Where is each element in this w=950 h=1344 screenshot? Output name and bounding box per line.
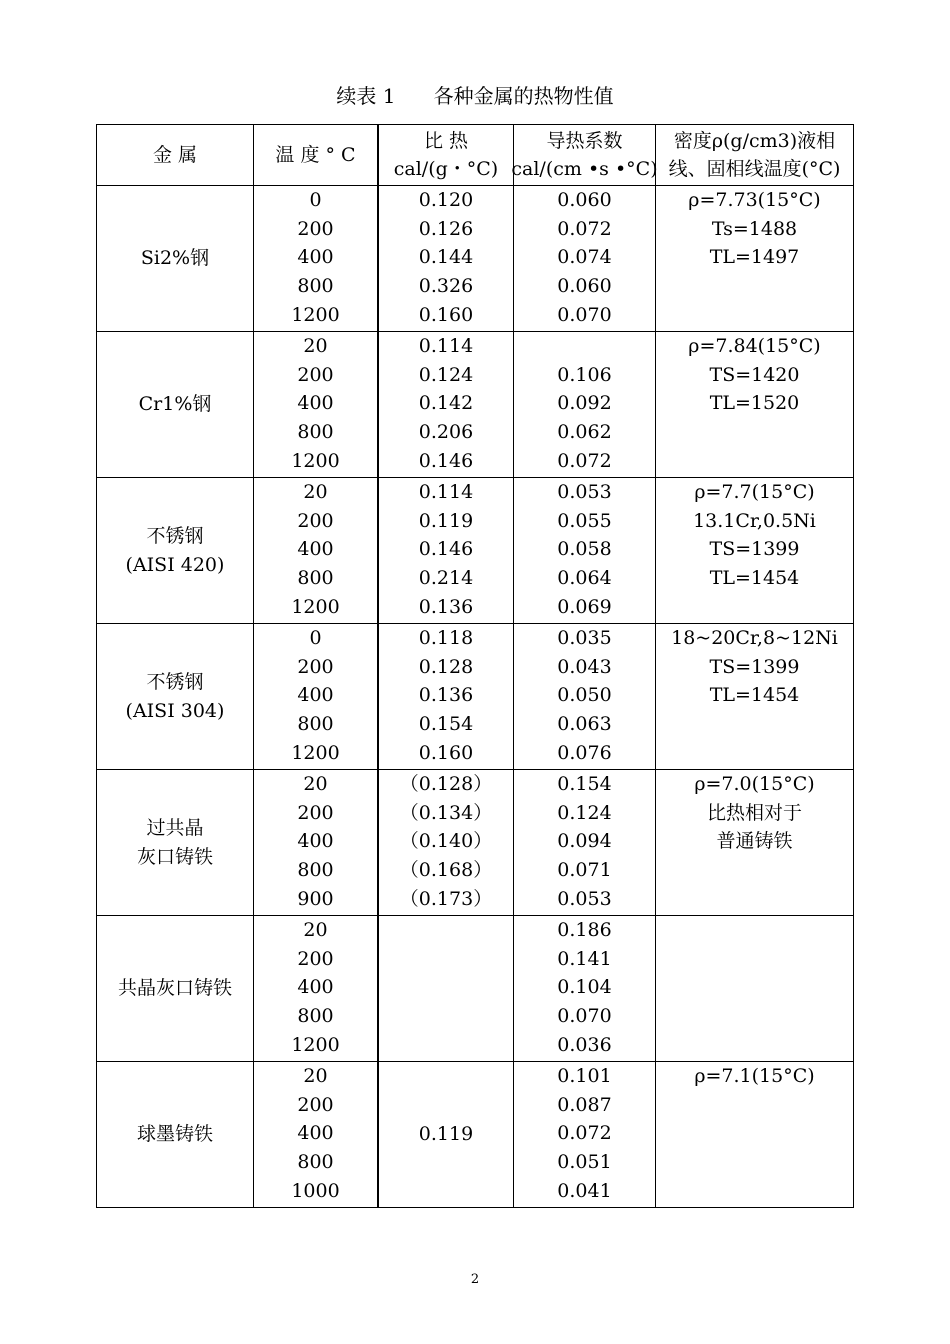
conductivity-value: 0.060 (557, 189, 612, 211)
temperature-cell (253, 186, 378, 331)
specific-heat-value: 0.114 (418, 481, 474, 503)
temperature-value: 400 (297, 830, 334, 853)
table-title: 续表 1 各种金属的热物性值 (336, 84, 614, 108)
temperature-value: 400 (297, 976, 334, 999)
density-notes-cell (655, 770, 853, 915)
conductivity-value: 0.076 (557, 741, 612, 764)
specific-heat-value: 0.160 (418, 303, 474, 326)
header-density-line1: 密度ρ(g/cm3)液相 (673, 130, 836, 152)
specific-heat-value: 0.154 (418, 713, 474, 736)
temperature-value: 20 (303, 919, 328, 941)
specific-heat-value: 0.119 (418, 1123, 474, 1146)
conductivity-value: 0.101 (557, 1065, 612, 1087)
specific-heat-value: 0.146 (418, 449, 474, 472)
conductivity-cell (513, 624, 655, 769)
header-temp-label: 温 度 ° C (275, 144, 356, 166)
header-density (655, 125, 853, 185)
density-note: TL=1454 (709, 567, 800, 590)
header-metal-label: 金 属 (152, 144, 198, 166)
conductivity-value: 0.072 (557, 217, 612, 240)
conductivity-value: 0.074 (557, 246, 612, 269)
specific-heat-value: 0.120 (418, 189, 474, 211)
metal-name: 不锈钢 (146, 670, 204, 693)
conductivity-value: 0.092 (557, 392, 612, 415)
temperature-value: 200 (297, 655, 334, 678)
temperature-value: 800 (297, 713, 334, 736)
metal-name-cell (97, 916, 253, 1061)
table-row (97, 331, 853, 477)
temperature-cell (253, 624, 378, 769)
temperature-value: 400 (297, 246, 334, 269)
density-note: TS=1399 (709, 538, 800, 561)
specific-heat-cell (378, 770, 513, 915)
conductivity-value: 0.060 (557, 275, 612, 298)
specific-heat-value: 0.142 (418, 392, 474, 415)
temperature-value: 200 (297, 801, 334, 824)
header-specific-heat-line2: cal/(g・°C) (393, 158, 499, 180)
specific-heat-value: 0.214 (418, 567, 474, 590)
conductivity-value: 0.062 (557, 421, 612, 444)
density-note: 18~20Cr,8~12Ni (671, 627, 838, 649)
temperature-value: 1200 (291, 449, 340, 472)
conductivity-cell (513, 478, 655, 623)
density-notes-cell (655, 332, 853, 477)
header-conductivity-line2: cal/(cm •s •°C) (511, 158, 658, 180)
metal-name: 共晶灰口铸铁 (117, 977, 232, 1000)
specific-heat-value: 0.136 (418, 684, 474, 707)
metal-name-cell (97, 332, 253, 477)
conductivity-value: 0.064 (557, 567, 612, 590)
specific-heat-value: 0.160 (418, 741, 474, 764)
temperature-value: 800 (297, 275, 334, 298)
density-note: TS=1420 (709, 363, 800, 386)
specific-heat-value: 0.136 (418, 595, 474, 618)
temperature-value: 800 (297, 859, 334, 882)
temperature-value: 200 (297, 1093, 334, 1116)
temperature-value: 200 (297, 363, 334, 386)
density-note: TL=1497 (709, 246, 800, 269)
conductivity-value: 0.036 (557, 1033, 612, 1056)
page-number: 2 (470, 1272, 480, 1287)
header-conductivity (511, 125, 658, 185)
metal-name: Cr1%钢 (138, 393, 212, 416)
conductivity-value: 0.053 (557, 887, 612, 910)
header-conductivity-line1: 导热系数 (546, 130, 623, 152)
metal-name-cell (97, 624, 253, 769)
specific-heat-cell (378, 332, 513, 477)
specific-heat-value: 0.206 (418, 421, 474, 444)
metal-name: 不锈钢 (146, 524, 204, 547)
conductivity-cell (513, 186, 655, 331)
conductivity-value: 0.072 (557, 1122, 612, 1145)
table-row (97, 186, 853, 331)
metal-name: (AISI 304) (125, 699, 225, 722)
conductivity-cell (513, 332, 655, 477)
specific-heat-value: 0.118 (418, 627, 474, 649)
density-note: 比热相对于 (706, 801, 802, 824)
temperature-value: 1200 (291, 741, 340, 764)
conductivity-value: 0.106 (557, 363, 612, 386)
density-notes-cell (655, 478, 853, 623)
temperature-value: 800 (297, 421, 334, 444)
table-row (97, 915, 853, 1061)
specific-heat-cell (378, 624, 513, 769)
density-notes-cell (655, 1062, 853, 1207)
temperature-value: 800 (297, 1151, 334, 1174)
specific-heat-value: 0.326 (418, 275, 474, 298)
specific-heat-cell (378, 186, 513, 331)
specific-heat-value: 0.146 (418, 538, 474, 561)
specific-heat-value: 0.124 (418, 363, 474, 386)
temperature-cell (253, 478, 378, 623)
temperature-cell (253, 332, 378, 477)
specific-heat-value: 0.144 (418, 246, 474, 269)
temperature-value: 1000 (291, 1179, 340, 1202)
metal-name-cell (97, 186, 253, 331)
table-row (97, 477, 853, 623)
density-note: TL=1454 (709, 684, 800, 707)
metal-name: 球墨铸铁 (136, 1123, 213, 1146)
thermal-properties-table (96, 124, 854, 1208)
temperature-value: 20 (303, 1065, 328, 1087)
table-body (97, 186, 853, 1207)
specific-heat-value: （0.134） (399, 801, 493, 824)
temperature-value: 900 (297, 887, 334, 910)
conductivity-value: 0.104 (557, 976, 612, 999)
specific-heat-cell (378, 916, 513, 1061)
specific-heat-value: （0.128） (399, 773, 493, 795)
conductivity-value: 0.043 (557, 655, 612, 678)
table-row (97, 1061, 853, 1207)
density-note: ρ=7.7(15°C) (694, 481, 815, 503)
specific-heat-cell (378, 478, 513, 623)
metal-name: (AISI 420) (125, 553, 225, 576)
temperature-value: 20 (303, 481, 328, 503)
density-note: ρ=7.0(15°C) (694, 773, 815, 795)
temperature-value: 400 (297, 392, 334, 415)
temperature-value: 0 (309, 189, 322, 211)
density-note: Ts=1488 (711, 217, 798, 240)
conductivity-value: 0.051 (557, 1151, 612, 1174)
temperature-value: 1200 (291, 595, 340, 618)
temperature-value: 400 (297, 684, 334, 707)
density-notes-cell (655, 624, 853, 769)
conductivity-value: 0.087 (557, 1093, 612, 1116)
conductivity-value: 0.071 (557, 859, 612, 882)
specific-heat-value: 0.114 (418, 335, 474, 357)
density-notes-cell (655, 186, 853, 331)
density-note: 13.1Cr,0.5Ni (693, 509, 816, 532)
table-header-row (97, 125, 853, 186)
metal-name: 过共晶 (146, 816, 204, 839)
conductivity-cell (513, 916, 655, 1061)
density-notes-cell (655, 916, 853, 1061)
temperature-value: 800 (297, 1005, 334, 1028)
conductivity-cell (513, 1062, 655, 1207)
conductivity-value: 0.050 (557, 684, 612, 707)
conductivity-value: 0.154 (557, 773, 612, 795)
header-specific-heat (378, 125, 513, 185)
conductivity-value: 0.070 (557, 303, 612, 326)
temperature-value: 200 (297, 509, 334, 532)
temperature-value: 1200 (291, 303, 340, 326)
metal-name: Si2%钢 (140, 247, 210, 270)
density-note: ρ=7.84(15°C) (688, 335, 821, 357)
header-specific-heat-line1: 比 热 (423, 130, 469, 152)
specific-heat-value: （0.173） (399, 887, 493, 910)
density-note: ρ=7.73(15°C) (688, 189, 821, 211)
specific-heat-value: 0.126 (418, 217, 474, 240)
header-density-line2: 线、固相线温度(°C) (668, 158, 841, 180)
conductivity-value: 0.094 (557, 830, 612, 853)
conductivity-value: 0.041 (557, 1179, 612, 1202)
specific-heat-value: （0.140） (399, 830, 493, 853)
conductivity-value: 0.070 (557, 1005, 612, 1028)
temperature-cell (253, 916, 378, 1061)
specific-heat-value: （0.168） (399, 859, 493, 882)
temperature-cell (253, 770, 378, 915)
conductivity-value: 0.035 (557, 627, 612, 649)
specific-heat-value: 0.128 (418, 655, 474, 678)
temperature-cell (253, 1062, 378, 1207)
header-temp (253, 125, 378, 185)
temperature-value: 400 (297, 1122, 334, 1145)
metal-name-cell (97, 770, 253, 915)
header-metal (97, 125, 253, 185)
temperature-value: 400 (297, 538, 334, 561)
conductivity-cell (513, 770, 655, 915)
conductivity-value: 0.141 (557, 947, 612, 970)
density-note: TL=1520 (709, 392, 800, 415)
conductivity-value: 0.072 (557, 449, 612, 472)
conductivity-value: 0.053 (557, 481, 612, 503)
conductivity-value: 0.186 (557, 919, 612, 941)
density-note: TS=1399 (709, 655, 800, 678)
density-note: 普通铸铁 (716, 830, 793, 853)
temperature-value: 20 (303, 335, 328, 357)
conductivity-value: 0.058 (557, 538, 612, 561)
conductivity-value: 0.069 (557, 595, 612, 618)
conductivity-value: 0.063 (557, 713, 612, 736)
conductivity-value: 0.124 (557, 801, 612, 824)
metal-name-cell (97, 1062, 253, 1207)
temperature-value: 1200 (291, 1033, 340, 1056)
temperature-value: 20 (303, 773, 328, 795)
specific-heat-cell (378, 1062, 513, 1207)
temperature-value: 200 (297, 947, 334, 970)
table-row (97, 769, 853, 915)
temperature-value: 0 (309, 627, 322, 649)
table-row (97, 623, 853, 769)
temperature-value: 800 (297, 567, 334, 590)
temperature-value: 200 (297, 217, 334, 240)
density-note: ρ=7.1(15°C) (694, 1065, 815, 1087)
metal-name-cell (97, 478, 253, 623)
metal-name: 灰口铸铁 (136, 845, 213, 868)
conductivity-value: 0.055 (557, 509, 612, 532)
specific-heat-value: 0.119 (418, 509, 474, 532)
